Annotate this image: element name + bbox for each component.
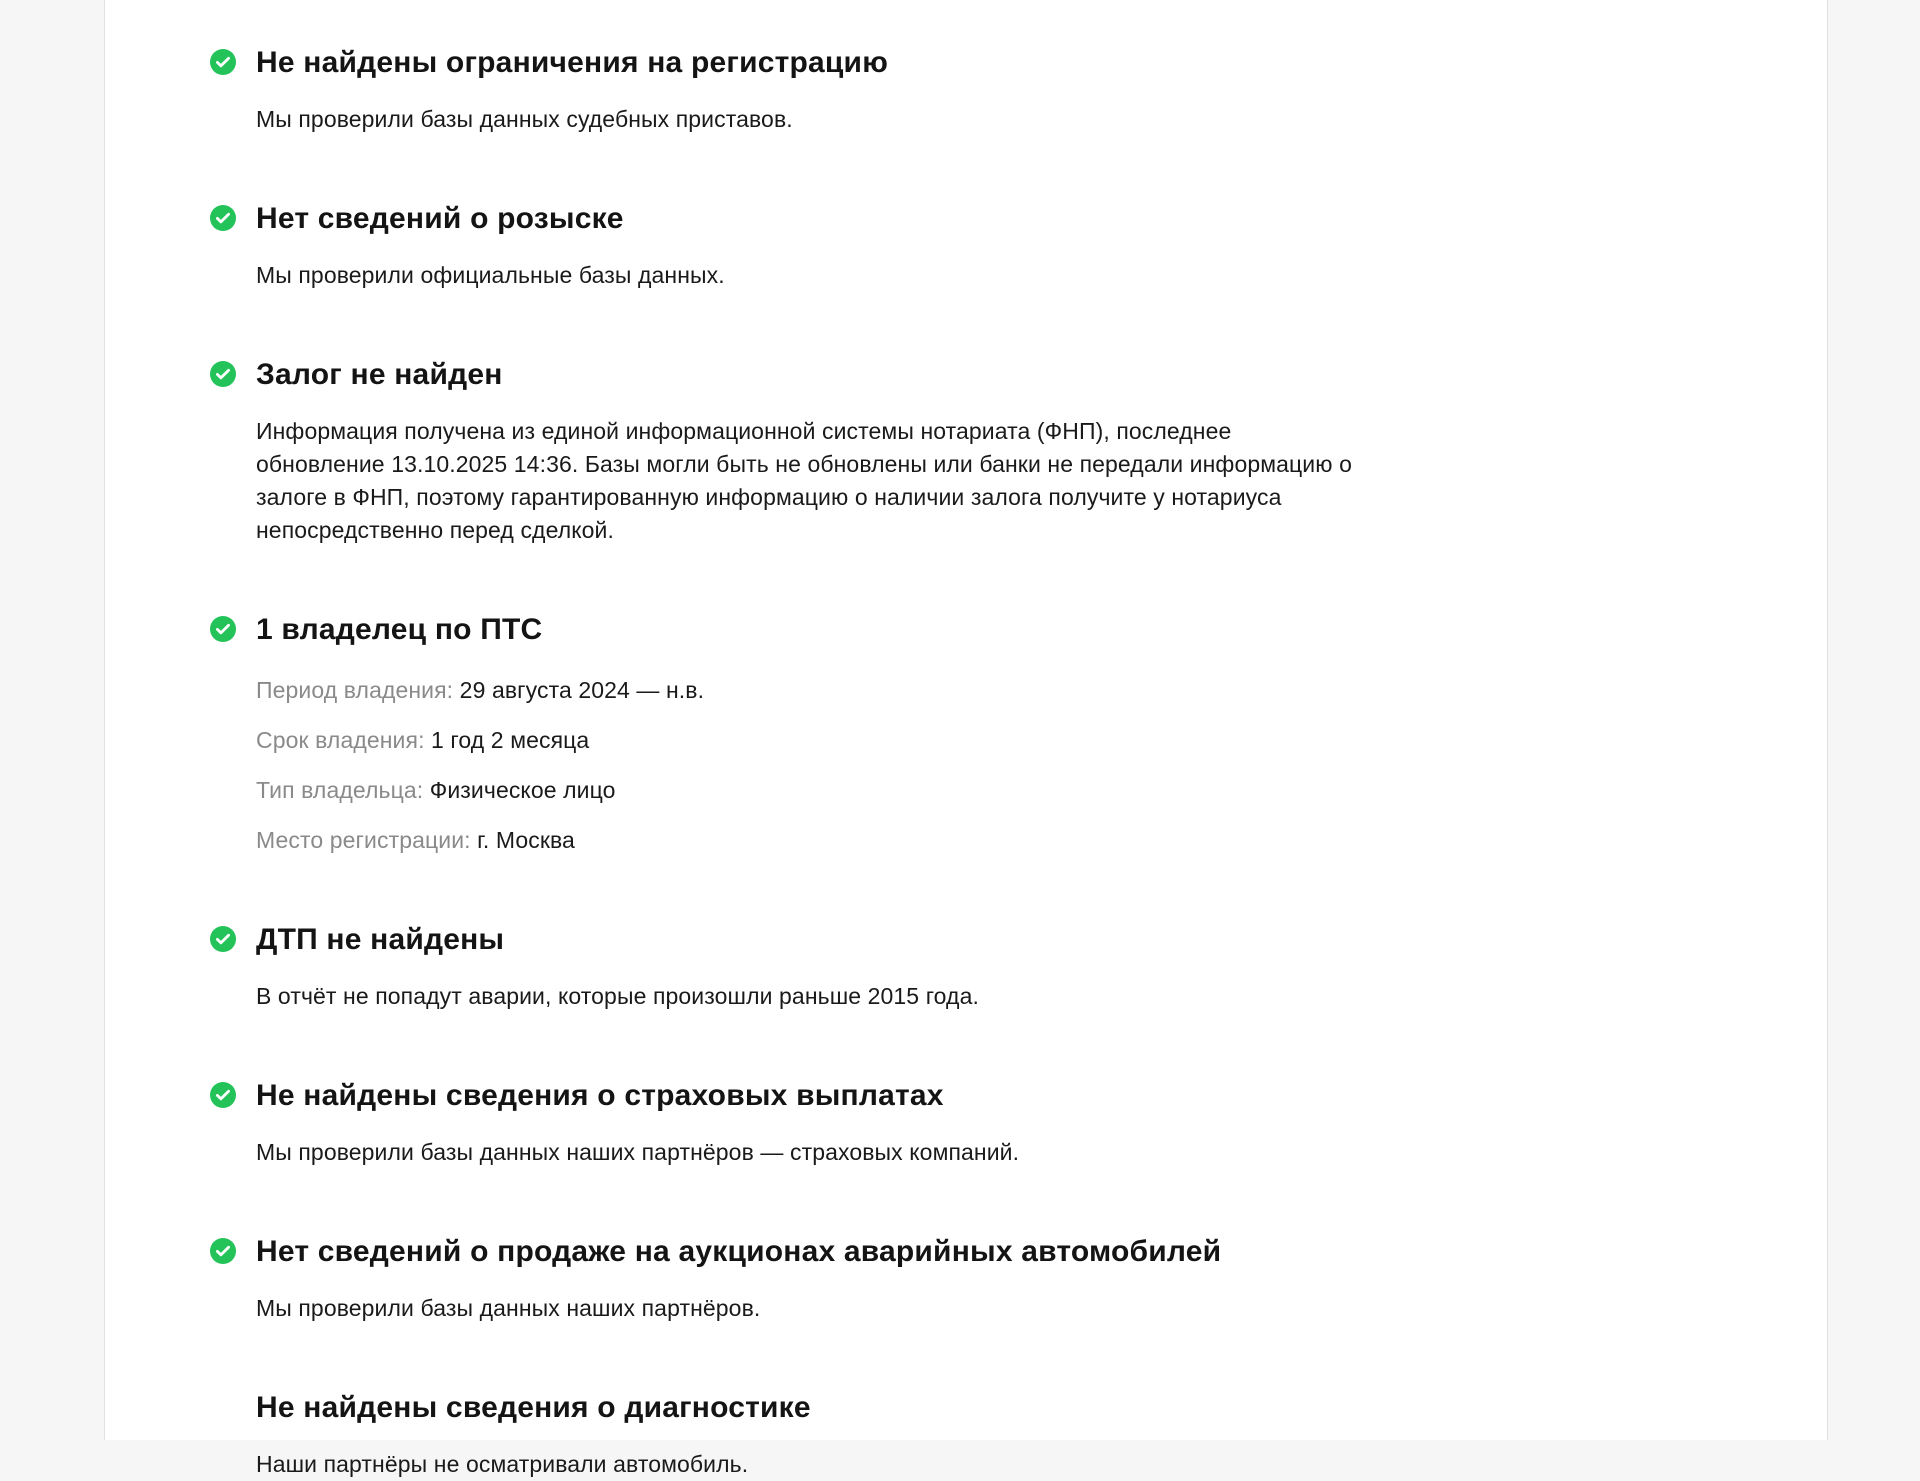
check-sections-list xyxy=(210,44,1767,1481)
check-circle-icon xyxy=(210,1082,236,1108)
detail-value: 1 год 2 месяца xyxy=(431,727,589,753)
detail-label: Период владения: xyxy=(256,677,460,703)
vehicle-report-checks-card xyxy=(104,0,1828,1440)
check-section-description: Информация получена из единой информационной системы нотариата (ФНП), последнее обновление 13.10.2025 14:36. Базы могли быть не обновлены или банки не передали информацию о залоге в ФНП, поэтому гарантированную информацию о наличии залога получите у нотариуса непосредственно перед сделкой. xyxy=(256,415,1356,547)
check-section-title: Не найдены ограничения на регистрацию xyxy=(256,44,1767,81)
detail-value: г. Москва xyxy=(477,827,575,853)
check-section-1 xyxy=(210,200,1767,292)
check-section-description: Мы проверили базы данных судебных приставов. xyxy=(256,103,1356,136)
check-section-title: 1 владелец по ПТС xyxy=(256,611,1767,648)
detail-row xyxy=(256,674,1767,707)
check-circle-icon xyxy=(210,49,236,75)
check-section-7 xyxy=(210,1389,1767,1481)
check-circle-icon xyxy=(210,616,236,642)
check-section-3 xyxy=(210,611,1767,857)
check-section-description: Мы проверили официальные базы данных. xyxy=(256,259,1356,292)
check-circle-icon xyxy=(210,926,236,952)
check-section-title: Не найдены сведения о диагностике xyxy=(256,1389,1767,1426)
check-section-description: Наши партнёры не осматривали автомобиль. xyxy=(256,1448,1356,1481)
ownership-details-list xyxy=(256,674,1767,857)
check-section-description: В отчёт не попадут аварии, которые произошли раньше 2015 года. xyxy=(256,980,1356,1013)
check-section-title: Залог не найден xyxy=(256,356,1767,393)
check-section-title: ДТП не найдены xyxy=(256,921,1767,958)
detail-row xyxy=(256,824,1767,857)
check-section-title: Нет сведений о розыске xyxy=(256,200,1767,237)
check-section-2 xyxy=(210,356,1767,547)
check-section-4 xyxy=(210,921,1767,1013)
check-section-description: Мы проверили базы данных наших партнёров. xyxy=(256,1292,1356,1325)
check-circle-icon xyxy=(210,1238,236,1264)
check-section-5 xyxy=(210,1077,1767,1169)
check-section-description: Мы проверили базы данных наших партнёров — страховых компаний. xyxy=(256,1136,1356,1169)
check-section-title: Не найдены сведения о страховых выплатах xyxy=(256,1077,1767,1114)
check-section-0 xyxy=(210,44,1767,136)
check-circle-icon xyxy=(210,205,236,231)
check-section-title: Нет сведений о продаже на аукционах аварийных автомобилей xyxy=(256,1233,1767,1270)
detail-row xyxy=(256,774,1767,807)
check-section-6 xyxy=(210,1233,1767,1325)
check-circle-icon xyxy=(210,361,236,387)
detail-label: Срок владения: xyxy=(256,727,431,753)
detail-label: Место регистрации: xyxy=(256,827,477,853)
detail-value: Физическое лицо xyxy=(430,777,616,803)
detail-label: Тип владельца: xyxy=(256,777,430,803)
detail-value: 29 августа 2024 — н.в. xyxy=(460,677,704,703)
detail-row xyxy=(256,724,1767,757)
